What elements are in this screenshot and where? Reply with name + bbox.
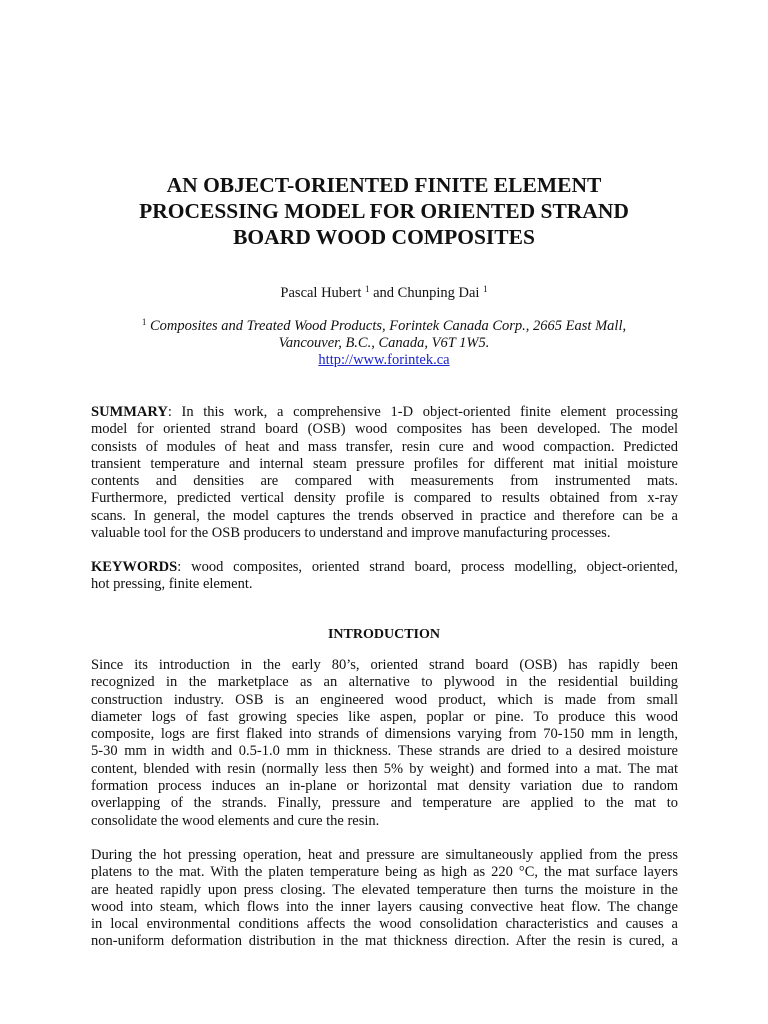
section-heading-introduction: INTRODUCTION (327, 627, 440, 642)
author-connector: and (373, 285, 395, 301)
intro-line: During the hot pressing operation, heat and pressure are simultaneously applied from the press (91, 847, 678, 863)
intro-line: overlapping of the strands. Finally, pressure and temperature are applied to the mat to (91, 795, 678, 812)
intro-line: consolidate the wood elements and cure the resin. (91, 812, 380, 829)
summary-line: model for oriented strand board (OSB) wood composites has been developed. The model (91, 421, 678, 438)
intro-line: formation process induces an in-plane or horizontal mat density variation due to random (91, 778, 678, 795)
keywords-line: : wood composites, oriented strand board, process modelling, object-oriented, (177, 559, 678, 575)
intro-line: are heated rapidly upon press closing. The elevated temperature then turns the moisture in the (91, 881, 678, 898)
intro-line: wood into steam, which flows into the inner layers causing convective heat flow. The change (91, 898, 678, 915)
title-line-1: AN OBJECT-ORIENTED FINITE ELEMENT (166, 173, 602, 197)
summary-line: consists of modules of heat and mass transfer, resin cure and wood compaction. Predicted (91, 438, 678, 455)
summary-line: scans. In general, the model captures the trends observed in practice and therefore can be a (91, 507, 678, 524)
keywords-paragraph (91, 559, 678, 594)
title-line-2: PROCESSING MODEL FOR ORIENTED STRAND (139, 199, 629, 223)
keywords-line: hot pressing, finite element. (91, 576, 253, 593)
summary-line: contents and densities are compared with measurements from instrumented mats. (91, 473, 678, 490)
intro-line: diameter logs of fast growing species like aspen, poplar or pine. To produce this wood (91, 708, 678, 725)
title-line-3: BOARD WOOD COMPOSITES (233, 225, 535, 249)
summary-line: valuable tool for the OSB producers to understand and improve manufacturing processes. (91, 525, 611, 542)
summary-paragraph (91, 404, 678, 542)
intro-paragraph-2 (91, 847, 678, 951)
summary-label: SUMMARY (91, 404, 168, 420)
paper-title (90, 172, 678, 250)
author-1: Pascal Hubert (280, 285, 362, 301)
intro-line: content, blended with resin (normally less then 5% by weight) and formed into a mat. The mat (91, 760, 678, 777)
intro-line: recognized in the marketplace as an alternative to plywood in the residential building (91, 674, 678, 691)
intro-line: platens to the mat. With the platen temperature being as high as 220 °C, the mat surface layers (91, 864, 678, 881)
intro-line: 5-30 mm in width and 0.5-1.0 mm in thickness. These strands are dried to a desired moisture (91, 743, 678, 760)
website-link[interactable]: http://www.forintek.ca (318, 352, 450, 368)
author-2-affil-mark: 1 (483, 284, 488, 294)
affiliation (90, 318, 678, 369)
keywords-label: KEYWORDS (91, 559, 178, 575)
author-line (90, 284, 678, 302)
summary-line: : In this work, a comprehensive 1-D object-oriented finite element processing (167, 404, 678, 420)
intro-line: composite, logs are first flaked into strands of dimensions varying from 70-150 mm in length, (91, 726, 678, 743)
affiliation-line-1: Composites and Treated Wood Products, Forintek Canada Corp., 2665 East Mall, (150, 318, 627, 334)
author-2: Chunping Dai (397, 285, 480, 301)
summary-line: Furthermore, predicted vertical density profile is compared to results obtained from x-ray (91, 490, 678, 507)
intro-line: in local environmental conditions affects the wood consolidation characteristics and causes a (91, 916, 678, 933)
intro-line: non-uniform deformation distribution in the mat thickness direction. After the resin is cured, a (91, 933, 678, 950)
affiliation-mark: 1 (141, 317, 147, 327)
intro-line: Since its introduction in the early 80’s, oriented strand board (OSB) has rapidly been (91, 657, 678, 673)
intro-paragraph-1 (91, 657, 678, 830)
summary-line: transient temperature and internal steam pressure profiles for different mat initial moisture (91, 455, 678, 472)
affiliation-line-2: Vancouver, B.C., Canada, V6T 1W5. (278, 335, 490, 351)
author-1-affil-mark: 1 (364, 284, 370, 294)
intro-line: construction industry. OSB is an engineered wood product, which is made from small (91, 691, 678, 708)
